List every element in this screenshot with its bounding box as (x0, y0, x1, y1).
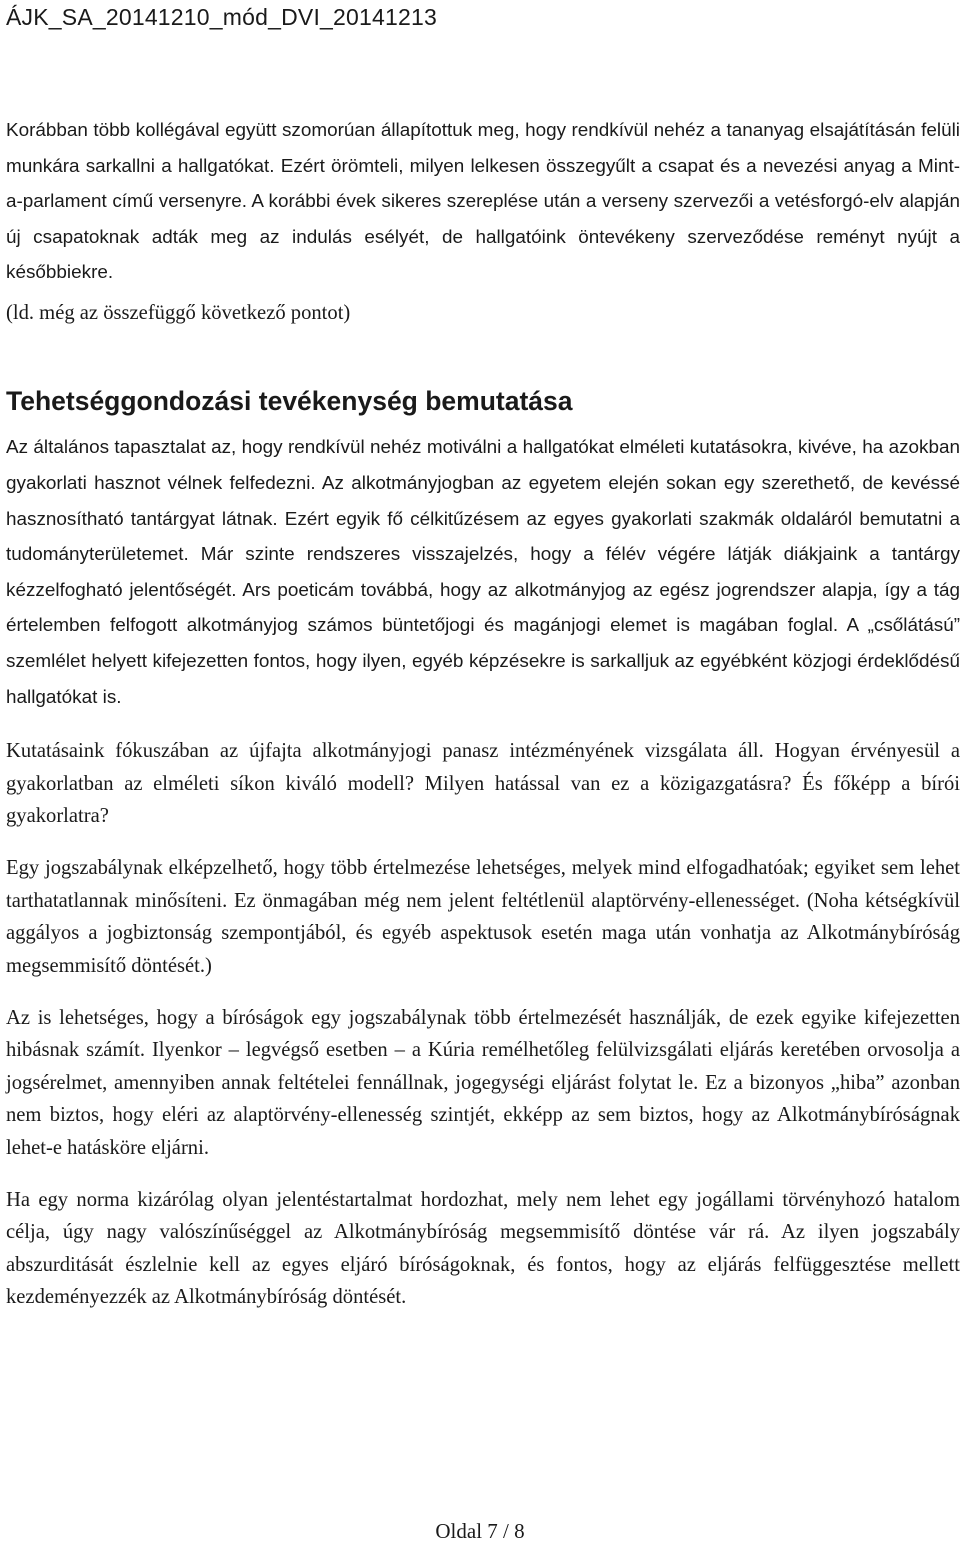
body-paragraph-2: Kutatásaink fókuszában az újfajta alkotmányjogi panasz intézményének vizsgálata áll. Hogyan érvényesül a gyakorlatban az elméleti síkon kiváló modell? Milyen hatással van ez a közigazgatásra? És főképp a bírói gyakorlatra? (6, 740, 960, 827)
body-paragraph-5: Ha egy norma kizárólag olyan jelentéstartalmat hordozhat, mely nem lehet egy jogállami törvényhozó hatalom célja, úgy nagy valószínűséggel az Alkotmánybíróság megsemmisítő döntése vár rá. Az ilyen jogszabály abszurditását észlelnie kell az egyes eljáró bíróságoknak, és fontos, hogy az eljárás felfüggesztése mellett kezdeményezzék az Alkotmánybíróság döntését. (6, 1189, 960, 1309)
document-page (6, 0, 960, 1314)
document-header: ÁJK_SA_20141210_mód_DVI_20141213 (6, 4, 437, 30)
cross-reference-note: (ld. még az összefüggő következő pontot) (6, 301, 351, 324)
section-title: Tehetséggondozási tevékenység bemutatása (6, 386, 573, 417)
intro-paragraph: Korábban több kollégával együtt szomorúan állapítottuk meg, hogy rendkívül nehéz a tananyag elsajátításán felüli munkára sarkallni a hallgatókat. Ezért örömteli, milyen lelkesen összegyűlt a csapat és a nevezési anyag a Mint-a-parlament című versenyre. A korábbi évek sikeres szereplése után a verseny szervezői a vetésforgó-elv alapján új csapatoknak adták meg az indulás esélyét, de hallgatóink öntevékeny szerveződése reményt nyújt a későbbiekre. (6, 120, 960, 284)
body-paragraph-1: Az általános tapasztalat az, hogy rendkívül nehéz motiválni a hallgatókat elméleti kutatásokra, kivéve, ha azokban gyakorlati hasznot vélnek felfedezni. Az alkotmányjogban az egyetem elején sokan egy szerethető, de kevéssé hasznosítható tantárgyat látnak. Ezért egyik fő célkitűzésem az egyes gyakorlati szakmák oldaláról bemutatni a tudományterületemet. Már szinte rendszeres visszajelzés, hogy a félév végére látják diákjaink a tantárgy kézzelfogható jelentőségét. Ars poeticám továbbá, hogy az alkotmányjog az egész jogrendszer alapja, így a tág értelemben felfogott alkotmányjog számos büntetőjogi és magánjogi elemet is magában foglal. A „csőlátású” szemlélet helyett kifejezetten fontos, hogy ilyen, egyéb képzésekre is sarkalljuk az egyébként közjogi érdeklődésű hallgatókat is. (6, 437, 960, 708)
body-paragraph-3: Egy jogszabálynak elképzelhető, hogy több értelmezése lehetséges, melyek mind elfogadhatóak; egyiket sem lehet tarthatatlannak minősíteni. Ez önmagában még nem jelent feltétlenül alaptörvény-ellenességet. (Noha kétségkívül aggályos a jogbiztonság szempontjából, és egyéb aspektusok esetén maga után vonhatja az Alkotmánybíróság megsemmisítő döntését.) (6, 857, 960, 977)
page-number-footer: Oldal 7 / 8 (435, 1519, 525, 1543)
body-paragraph-4: Az is lehetséges, hogy a bíróságok egy jogszabálynak több értelmezését használják, de ezek egyike kifejezetten hibásnak számít. Ilyenkor – legvégső esetben – a Kúria remélhetőleg felülvizsgálati eljárás keretében orvosolja a jogsérelmet, amennyiben annak feltételei fennállnak, jogegységi eljárást folytat le. Ez a bizonyos „hiba” azonban nem biztos, hogy eléri az alaptörvény-ellenesség szintjét, ekképp az sem biztos, hogy az Alkotmánybíróságnak lehet-e hatásköre eljárni. (6, 1006, 960, 1159)
